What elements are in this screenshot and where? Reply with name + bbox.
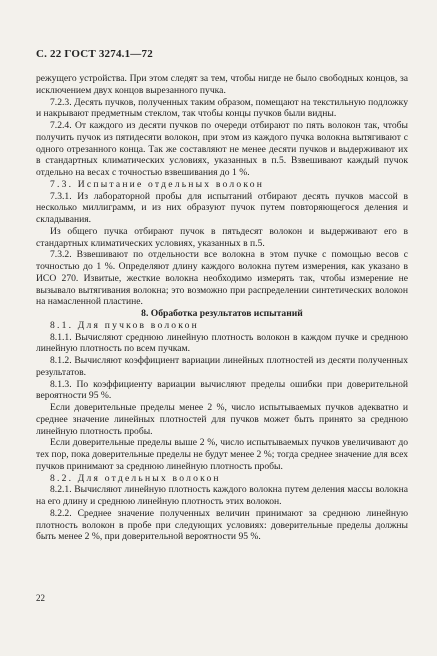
subsection-8-1-title: 8.1. Для пучков волокон <box>50 319 200 331</box>
paragraph: режущего устройства. При этом следят за тем, чтобы нигде не было свободных концов, за исключением двух концов вырезанного пучка. <box>36 73 408 96</box>
paragraph-7-3-1: 7.3.1. Из лабораторной пробы для испытаний отбирают десять пучков массой в несколько миллиграмм, и из них образуют пучок путем повторяющегося деления и складывания. <box>36 190 408 225</box>
paragraph: Если доверительные пределы выше 2 %, число испытываемых пучков увеличивают до тех пор, пока доверительные пределы не будут менее 2 %; тогда среднее значение для всех пучков принимают за среднюю линейную плотность пробы. <box>36 437 408 472</box>
paragraph-8-2-1: 8.2.1. Вычисляют линейную плотность каждого волокна путем деления массы волокна на его длину и среднюю линейную плотность этих волокон. <box>36 484 408 507</box>
paragraph-7-2-3: 7.2.3. Десять пучков, полученных таким образом, помещают на текстильную подложку и накрывают предметным стеклом, так чтобы концы пучков были видны. <box>36 96 408 120</box>
paragraph-8-1-1: 8.1.1. Вычисляют среднюю линейную плотность волокон в каждом пучке и среднюю линейную плотность по всем пучкам. <box>36 331 408 355</box>
paragraph-8-1-3: 8.1.3. По коэффициенту вариации вычисляют пределы ошибки при доверительной вероятности 95 %. <box>36 378 408 402</box>
paragraph: Если доверительные пределы менее 2 %, число испытываемых пучков адекватно и среднее значение линейных плотностей для пучков может быть принято за среднюю линейную плотность пробы. <box>36 402 408 437</box>
paragraph: Из общего пучка отбирают пучок в пятьдесят волокон и выдерживают его в стандартных климатических условиях, указанных в п.5. <box>36 225 408 249</box>
section-8-title: 8. Обработка результатов испытаний <box>141 308 303 319</box>
page-number: 22 <box>36 593 45 603</box>
paragraph-8-2-2: 8.2.2. Среднее значение полученных величин принимают за среднюю линейную плотность волокон в пробе при следующих условиях: доверительные пределы должны быть менее 2 %, при доверительной вероятности 95 %. <box>36 507 408 543</box>
paragraph-7-3-2: 7.3.2. Взвешивают по отдельности все волокна в этом пучке с помощью весов с точностью до 1 %. Определяют длину каждого волокна путем измерения, как указано в ИСО 270. Извитые, жесткие волокна необходимо измерять так, чтобы измерение не вызывало вытягивания волокна; это возможно при распределении синтетических волокон на намасленной пластине. <box>36 249 408 308</box>
page-header: С. 22 ГОСТ 3274.1—72 <box>36 48 153 60</box>
document-body <box>36 73 408 543</box>
subsection-8-2-title: 8.2. Для отдельных волокон <box>50 472 221 484</box>
paragraph-7-2-4: 7.2.4. От каждого из десяти пучков по очереди отбирают по пять волокон так, чтобы получить пучок из пятидесяти волокон, при этом из каждого пучка волокна вытягивают с одного отрезанного конца. Так же составляют не менее десяти пучков и выдерживают их в стандартных климатических условиях, указанных в п.5. Взвешивают каждый пучок отдельно на весах с точностью взвешивания до 1 %. <box>36 120 408 178</box>
paragraph-8-1-2: 8.1.2. Вычисляют коэффициент вариации линейных плотностей из десяти полученных результатов. <box>36 355 408 378</box>
subsection-7-3-title: 7.3. Испытание отдельных волокон <box>50 178 265 190</box>
